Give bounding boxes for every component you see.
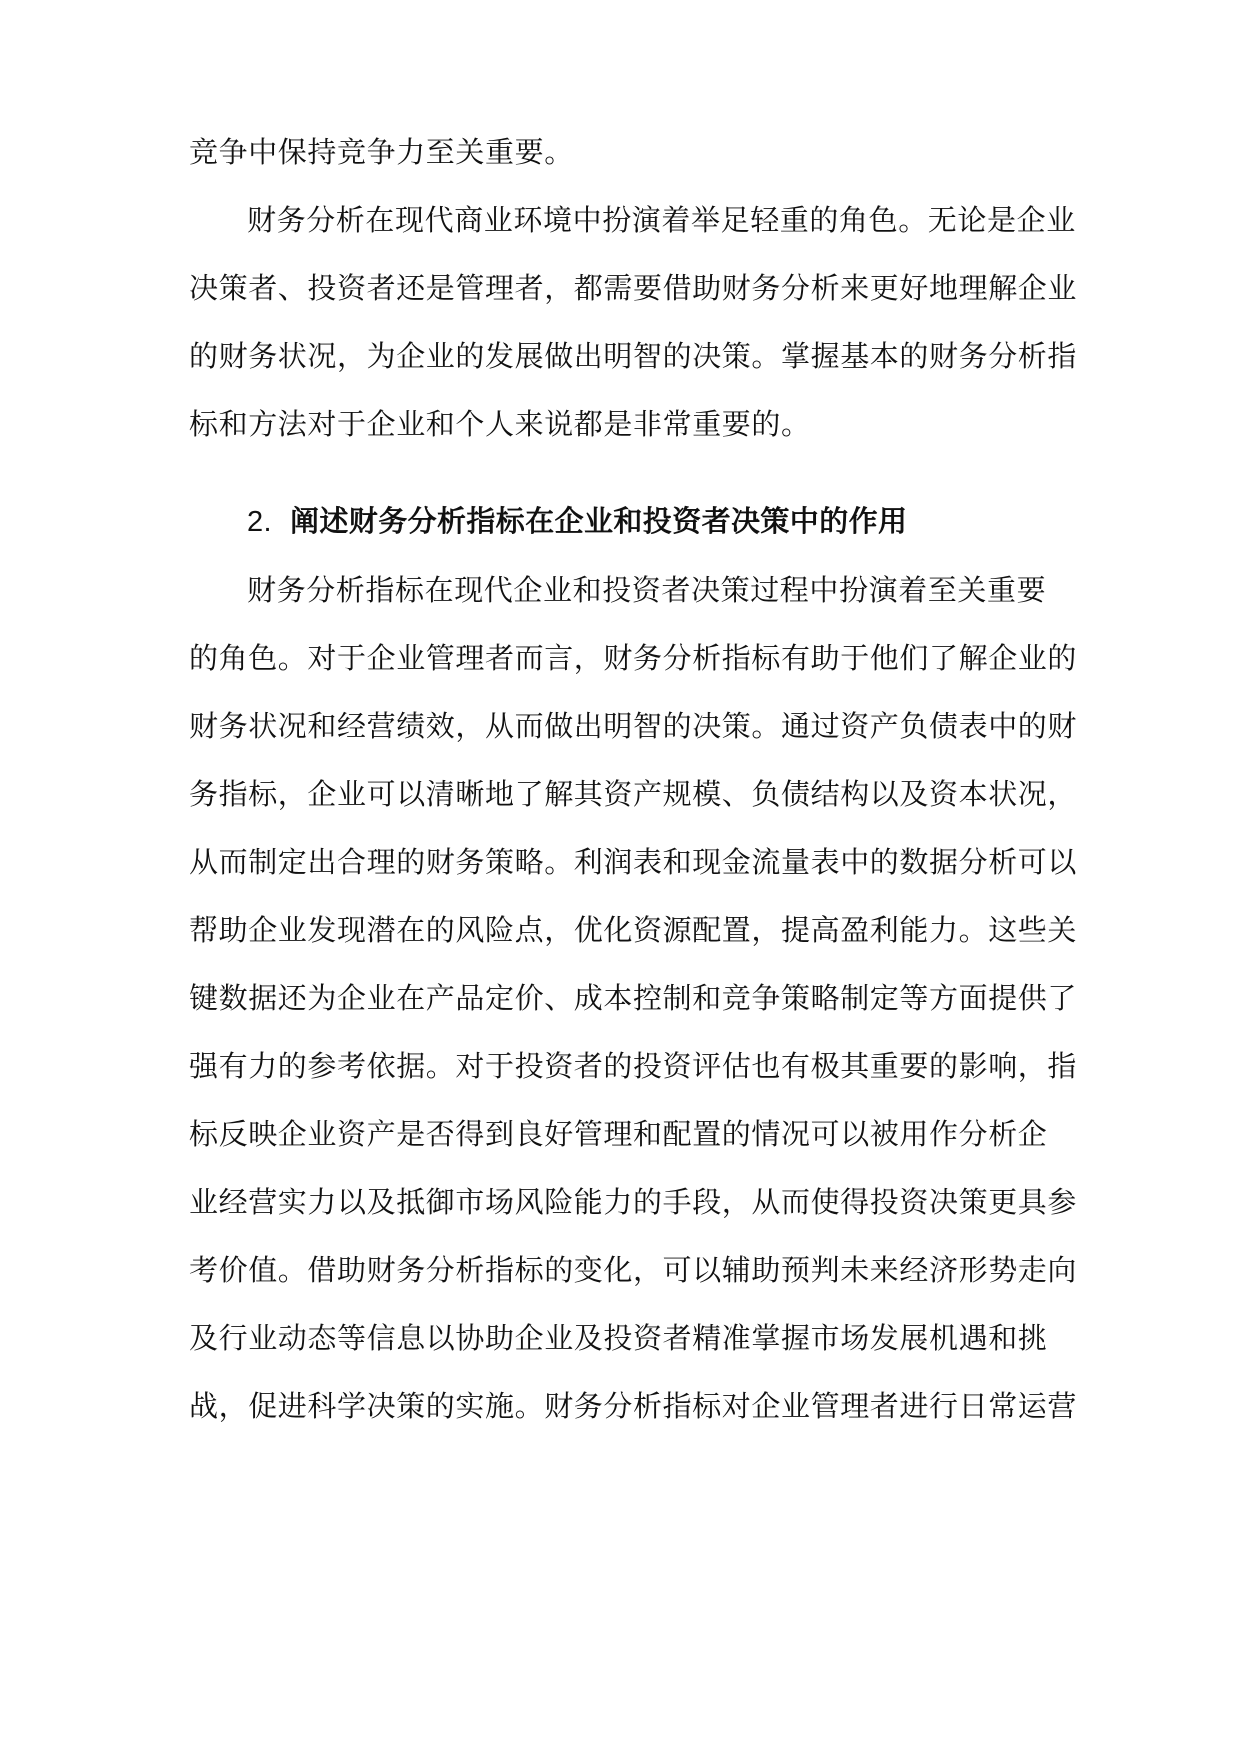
paragraph-line: 的财务状况，为企业的发展做出明智的决策。掌握基本的财务分析指 [189, 339, 1078, 373]
section-title: 阐述财务分析指标在企业和投资者决策中的作用 [290, 504, 908, 538]
paragraph-line: 强有力的参考依据。对于投资者的投资评估也有极其重要的影响，指 [189, 1049, 1078, 1083]
paragraph-line: 标和方法对于企业和个人来说都是非常重要的。 [189, 407, 811, 441]
paragraph-line: 键数据还为企业在产品定价、成本控制和竞争策略制定等方面提供了 [189, 981, 1078, 1015]
paragraph-line: 财务分析指标在现代企业和投资者决策过程中扮演着至关重要 [247, 573, 1047, 607]
paragraph-line: 务指标，企业可以清晰地了解其资产规模、负债结构以及资本状况， [189, 777, 1078, 811]
paragraph-line: 考价值。借助财务分析指标的变化，可以辅助预判未来经济形势走向 [189, 1253, 1078, 1287]
paragraph-line: 帮助企业发现潜在的风险点，优化资源配置，提高盈利能力。这些关 [189, 913, 1078, 947]
section-heading [247, 501, 1059, 542]
paragraph-line: 财务状况和经营绩效，从而做出明智的决策。通过资产负债表中的财 [189, 709, 1078, 743]
paragraph-line: 标反映企业资产是否得到良好管理和配置的情况可以被用作分析企 [189, 1117, 1048, 1151]
paragraph-line: 战，促进科学决策的实施。财务分析指标对企业管理者进行日常运营 [189, 1389, 1078, 1423]
section-number: 2. [247, 506, 272, 538]
paragraph-line: 决策者、投资者还是管理者，都需要借助财务分析来更好地理解企业 [189, 271, 1078, 305]
paragraph-line: 从而制定出合理的财务策略。利润表和现金流量表中的数据分析可以 [189, 845, 1078, 879]
paragraph-line: 业经营实力以及抵御市场风险能力的手段，从而使得投资决策更具参 [189, 1185, 1078, 1219]
paragraph-line: 的角色。对于企业管理者而言，财务分析指标有助于他们了解企业的 [189, 641, 1078, 675]
paragraph-line: 及行业动态等信息以协助企业及投资者精准掌握市场发展机遇和挑 [189, 1321, 1048, 1355]
paragraph-line: 竞争中保持竞争力至关重要。 [189, 135, 574, 169]
paragraph-line: 财务分析在现代商业环境中扮演着举足轻重的角色。无论是企业 [247, 203, 1076, 237]
